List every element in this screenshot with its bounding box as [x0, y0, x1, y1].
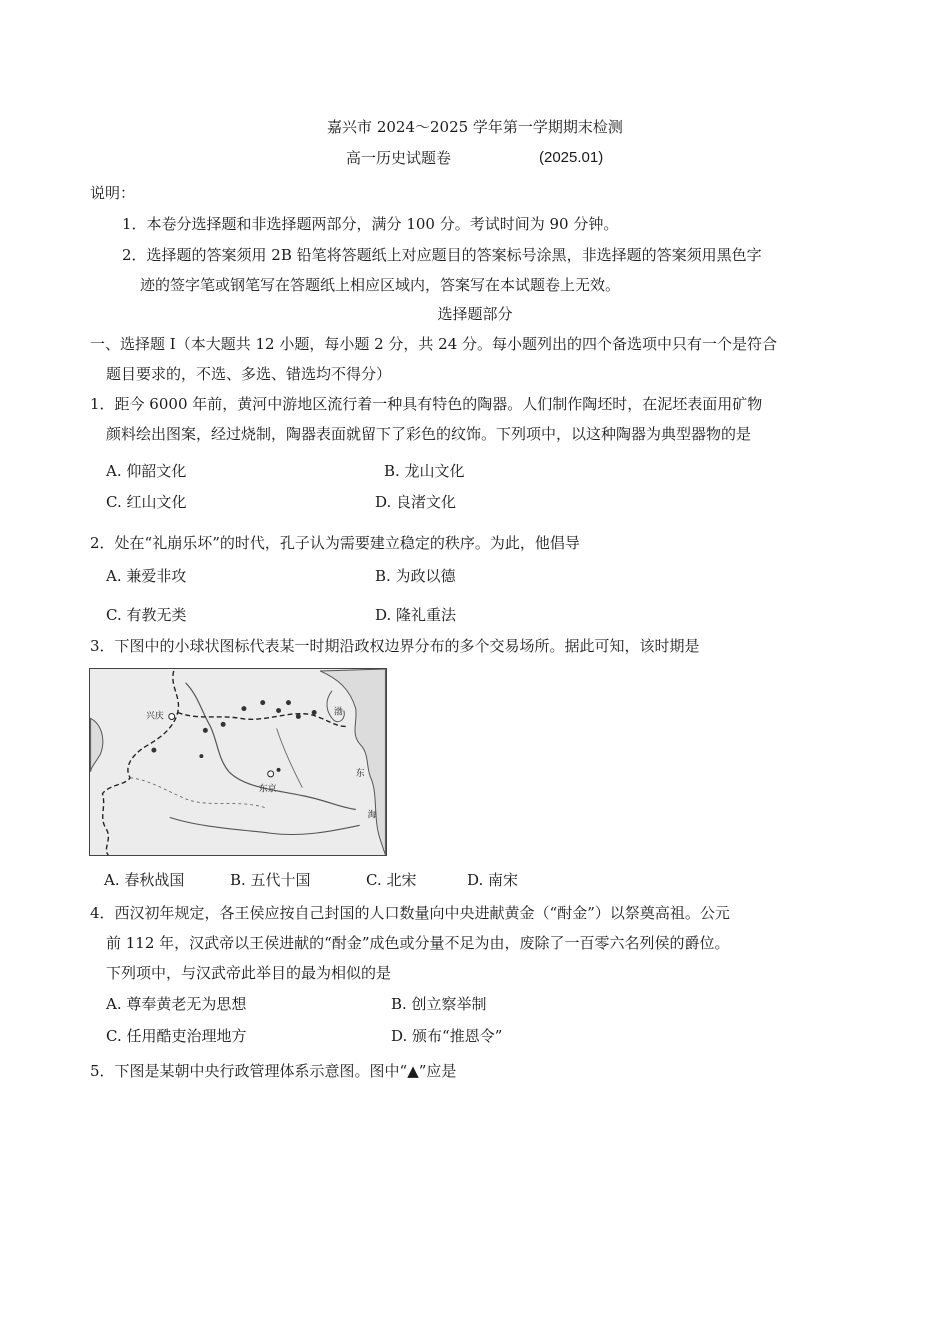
instruction-item-1: 1．本卷分选择题和非选择题两部分，满分 100 分。考试时间为 90 分钟。	[122, 215, 619, 233]
q3-option-d: D. 南宋	[467, 871, 519, 889]
q4-option-b: B. 创立察举制	[391, 995, 487, 1013]
map-label-dong: 东	[355, 768, 365, 779]
q1-stem-line1: 1．距今 6000 年前，黄河中游地区流行着一种具有特色的陶器。人们制作陶坯时，在泥坯表面用矿物	[90, 395, 763, 413]
exam-subtitle: 高一历史试题卷	[346, 149, 452, 167]
q2-option-c: C. 有教无类	[106, 606, 187, 624]
q1-stem-line2: 颜料绘出图案，经过烧制，陶器表面就留下了彩色的纹饰。下列项中，以这种陶器为典型器物的是	[106, 425, 752, 443]
map-label-xingqing: 兴庆	[145, 711, 164, 722]
q5-stem: 5．下图是某朝中央行政管理体系示意图。图中“▲”应是	[90, 1062, 457, 1080]
q4-stem-line2: 前 112 年，汉武帝以王侯进献的“酎金”成色或分量不足为由，废除了一百零六名列侯的爵位。	[106, 934, 730, 952]
instruction-item-2-line2: 迹的签字笔或钢笔写在答题纸上相应区域内，答案写在本试题卷上无效。	[140, 276, 621, 294]
q3-option-a: A. 春秋战国	[104, 871, 185, 889]
q1-option-d: D. 良渚文化	[375, 493, 457, 511]
instruction-item-2-line1: 2．选择题的答案须用 2B 铅笔将答题纸上对应题目的答案标号涂黑，非选择题的答案须用黑色字	[122, 246, 762, 264]
q1-option-a: A. 仰韶文化	[106, 462, 187, 480]
q4-stem-line1: 4．西汉初年规定，各王侯应按自己封国的人口数量向中央进献黄金（“酎金”）以祭奠高祖。公元	[90, 904, 730, 922]
q3-map	[89, 668, 387, 856]
q2-stem: 2．处在“礼崩乐坏”的时代，孔子认为需要建立稳定的秩序。为此，他倡导	[90, 534, 580, 552]
instructions-label: 说明：	[90, 184, 136, 202]
q4-option-d: D. 颁布“推恩令”	[391, 1027, 503, 1045]
q4-option-a: A. 尊奉黄老无为思想	[106, 995, 247, 1013]
exam-title: 嘉兴市 2024～2025 学年第一学期期末检测	[327, 118, 623, 136]
map-label-bo: 渤	[333, 707, 343, 718]
q1-option-c: C. 红山文化	[106, 493, 187, 511]
map-label-hai: 海	[367, 810, 377, 821]
q3-option-c: C. 北宋	[366, 871, 417, 889]
map-label-dongjing: 东京	[258, 784, 277, 795]
q2-option-a: A. 兼爱非攻	[106, 567, 187, 585]
section-title: 选择题部分	[437, 305, 513, 323]
q2-option-b: B. 为政以德	[375, 567, 456, 585]
q1-option-b: B. 龙山文化	[384, 462, 465, 480]
section-heading-line1: 一、选择题 I（本大题共 12 小题，每小题 2 分，共 24 分。每小题列出的四个备选项中只有一个是符合	[90, 335, 778, 353]
exam-date: (2025.01)	[539, 149, 604, 166]
q3-stem: 3．下图中的小球状图标代表某一时期沿政权边界分布的多个交易场所。据此可知，该时期是	[90, 637, 700, 655]
q4-option-c: C. 任用酷吏治理地方	[106, 1027, 247, 1045]
q3-option-b: B. 五代十国	[230, 871, 311, 889]
q4-stem-line3: 下列项中，与汉武帝此举目的最为相似的是	[106, 964, 392, 982]
section-heading-line2: 题目要求的，不选、多选、错选均不得分）	[106, 365, 392, 383]
q2-option-d: D. 隆礼重法	[375, 606, 457, 624]
